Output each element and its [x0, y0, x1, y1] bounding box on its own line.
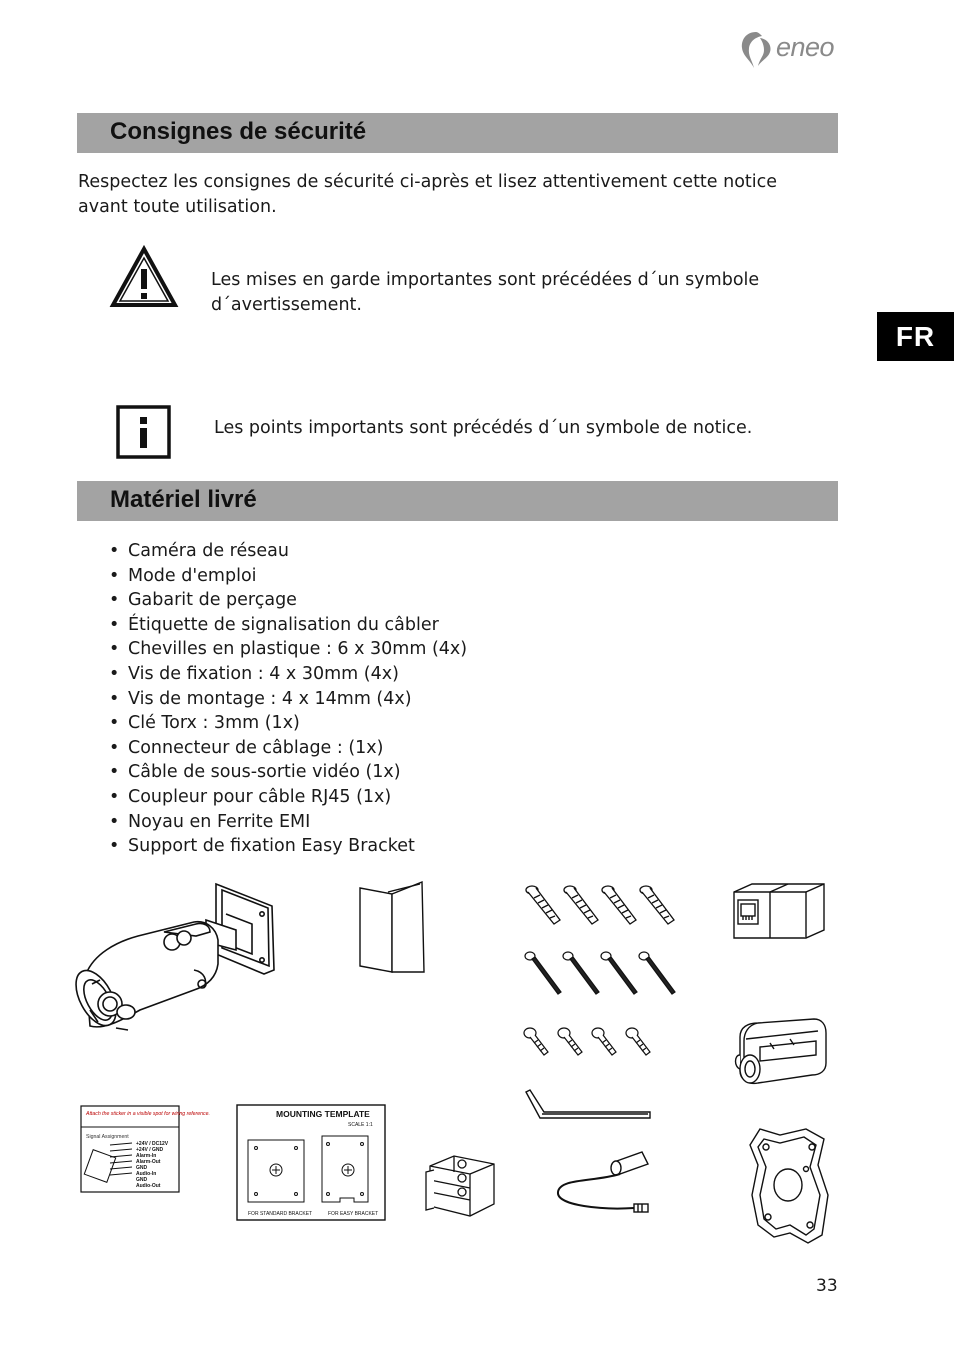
wall-plugs-illustration [520, 882, 690, 932]
torx-key-illustration [522, 1088, 656, 1124]
warning-text: Les mises en garde importantes sont précédées d´un symbole d´avertissement. [211, 270, 760, 315]
list-item: • Mode d'emploi [109, 565, 257, 586]
safety-intro: Respectez les consignes de sécurité ci-après et lisez attentivement cette notice avant toute utilisation. [78, 172, 778, 217]
eneo-logo-text: eneo [776, 32, 835, 62]
list-item: • Étiquette de signalisation du câbler [109, 614, 439, 635]
video-cable-illustration [554, 1148, 654, 1216]
sticker-signal: GND [136, 1165, 148, 1171]
list-item: • Connecteur de câblage : (1x) [109, 737, 384, 758]
list-item: • Chevilles en plastique : 6 x 30mm (4x) [109, 639, 468, 660]
list-item: • Caméra de réseau [109, 541, 289, 561]
info-notice-icon [116, 405, 171, 459]
warning-triangle-icon [110, 245, 178, 309]
mounting-screws-illustration [522, 1025, 662, 1061]
safety-section-header [77, 113, 838, 153]
sticker-signal: Alarm-In [136, 1153, 157, 1159]
info-text: Les points importants sont précédés d´un symbole de notice. [214, 418, 753, 438]
sticker-signal: +24V / DC12V [136, 1141, 169, 1147]
rj45-coupler-illustration [730, 880, 828, 942]
list-item: • Vis de montage : 4 x 14mm (4x) [109, 688, 412, 709]
sticker-header: Signal Assignment [86, 1134, 129, 1140]
template-label-easy: FOR EASY BRACKET [328, 1211, 379, 1217]
page-number: 33 [816, 1276, 838, 1296]
safety-section-title: Consignes de sécurité [110, 118, 367, 145]
manual-booklet-illustration [358, 880, 428, 976]
delivery-section-header [77, 481, 838, 521]
template-label-standard: FOR STANDARD BRACKET [248, 1211, 313, 1217]
fixing-screws-illustration [522, 948, 687, 998]
sticker-signal: Alarm-Out [136, 1159, 161, 1165]
template-title: MOUNTING TEMPLATE [276, 1109, 370, 1119]
sticker-signal: +24V / GND [136, 1147, 164, 1153]
sticker-note: Attach the sticker in a visible spot for wiring reference. [86, 1111, 210, 1117]
sticker-signal: GND [136, 1177, 148, 1183]
template-scale: SCALE 1:1 [348, 1122, 373, 1128]
delivery-section-title: Matériel livré [110, 486, 257, 513]
easy-bracket-illustration [746, 1125, 832, 1247]
list-item: • Support de fixation Easy Bracket [109, 836, 415, 857]
mounting-template-illustration [236, 1104, 386, 1222]
list-item: • Coupleur pour câble RJ45 (1x) [109, 786, 392, 807]
list-item: • Gabarit de perçage [109, 590, 297, 611]
wiring-sticker-illustration [80, 1105, 210, 1193]
ferrite-core-illustration [730, 1015, 828, 1091]
sticker-signal: Audio-In [136, 1171, 157, 1177]
eneo-logo-icon [740, 30, 774, 70]
network-camera-illustration [76, 880, 278, 1042]
sticker-signal: Audio-Out [136, 1183, 161, 1189]
list-item: • Câble de sous-sortie vidéo (1x) [109, 762, 401, 783]
wiring-connector-illustration [424, 1150, 498, 1222]
language-tab: FR [877, 312, 954, 361]
list-item: • Clé Torx : 3mm (1x) [109, 713, 300, 734]
list-item: • Vis de fixation : 4 x 30mm (4x) [109, 663, 399, 684]
delivery-list [77, 539, 677, 859]
eneo-logo [740, 30, 840, 70]
list-item: • Noyau en Ferrite EMI [109, 811, 311, 832]
